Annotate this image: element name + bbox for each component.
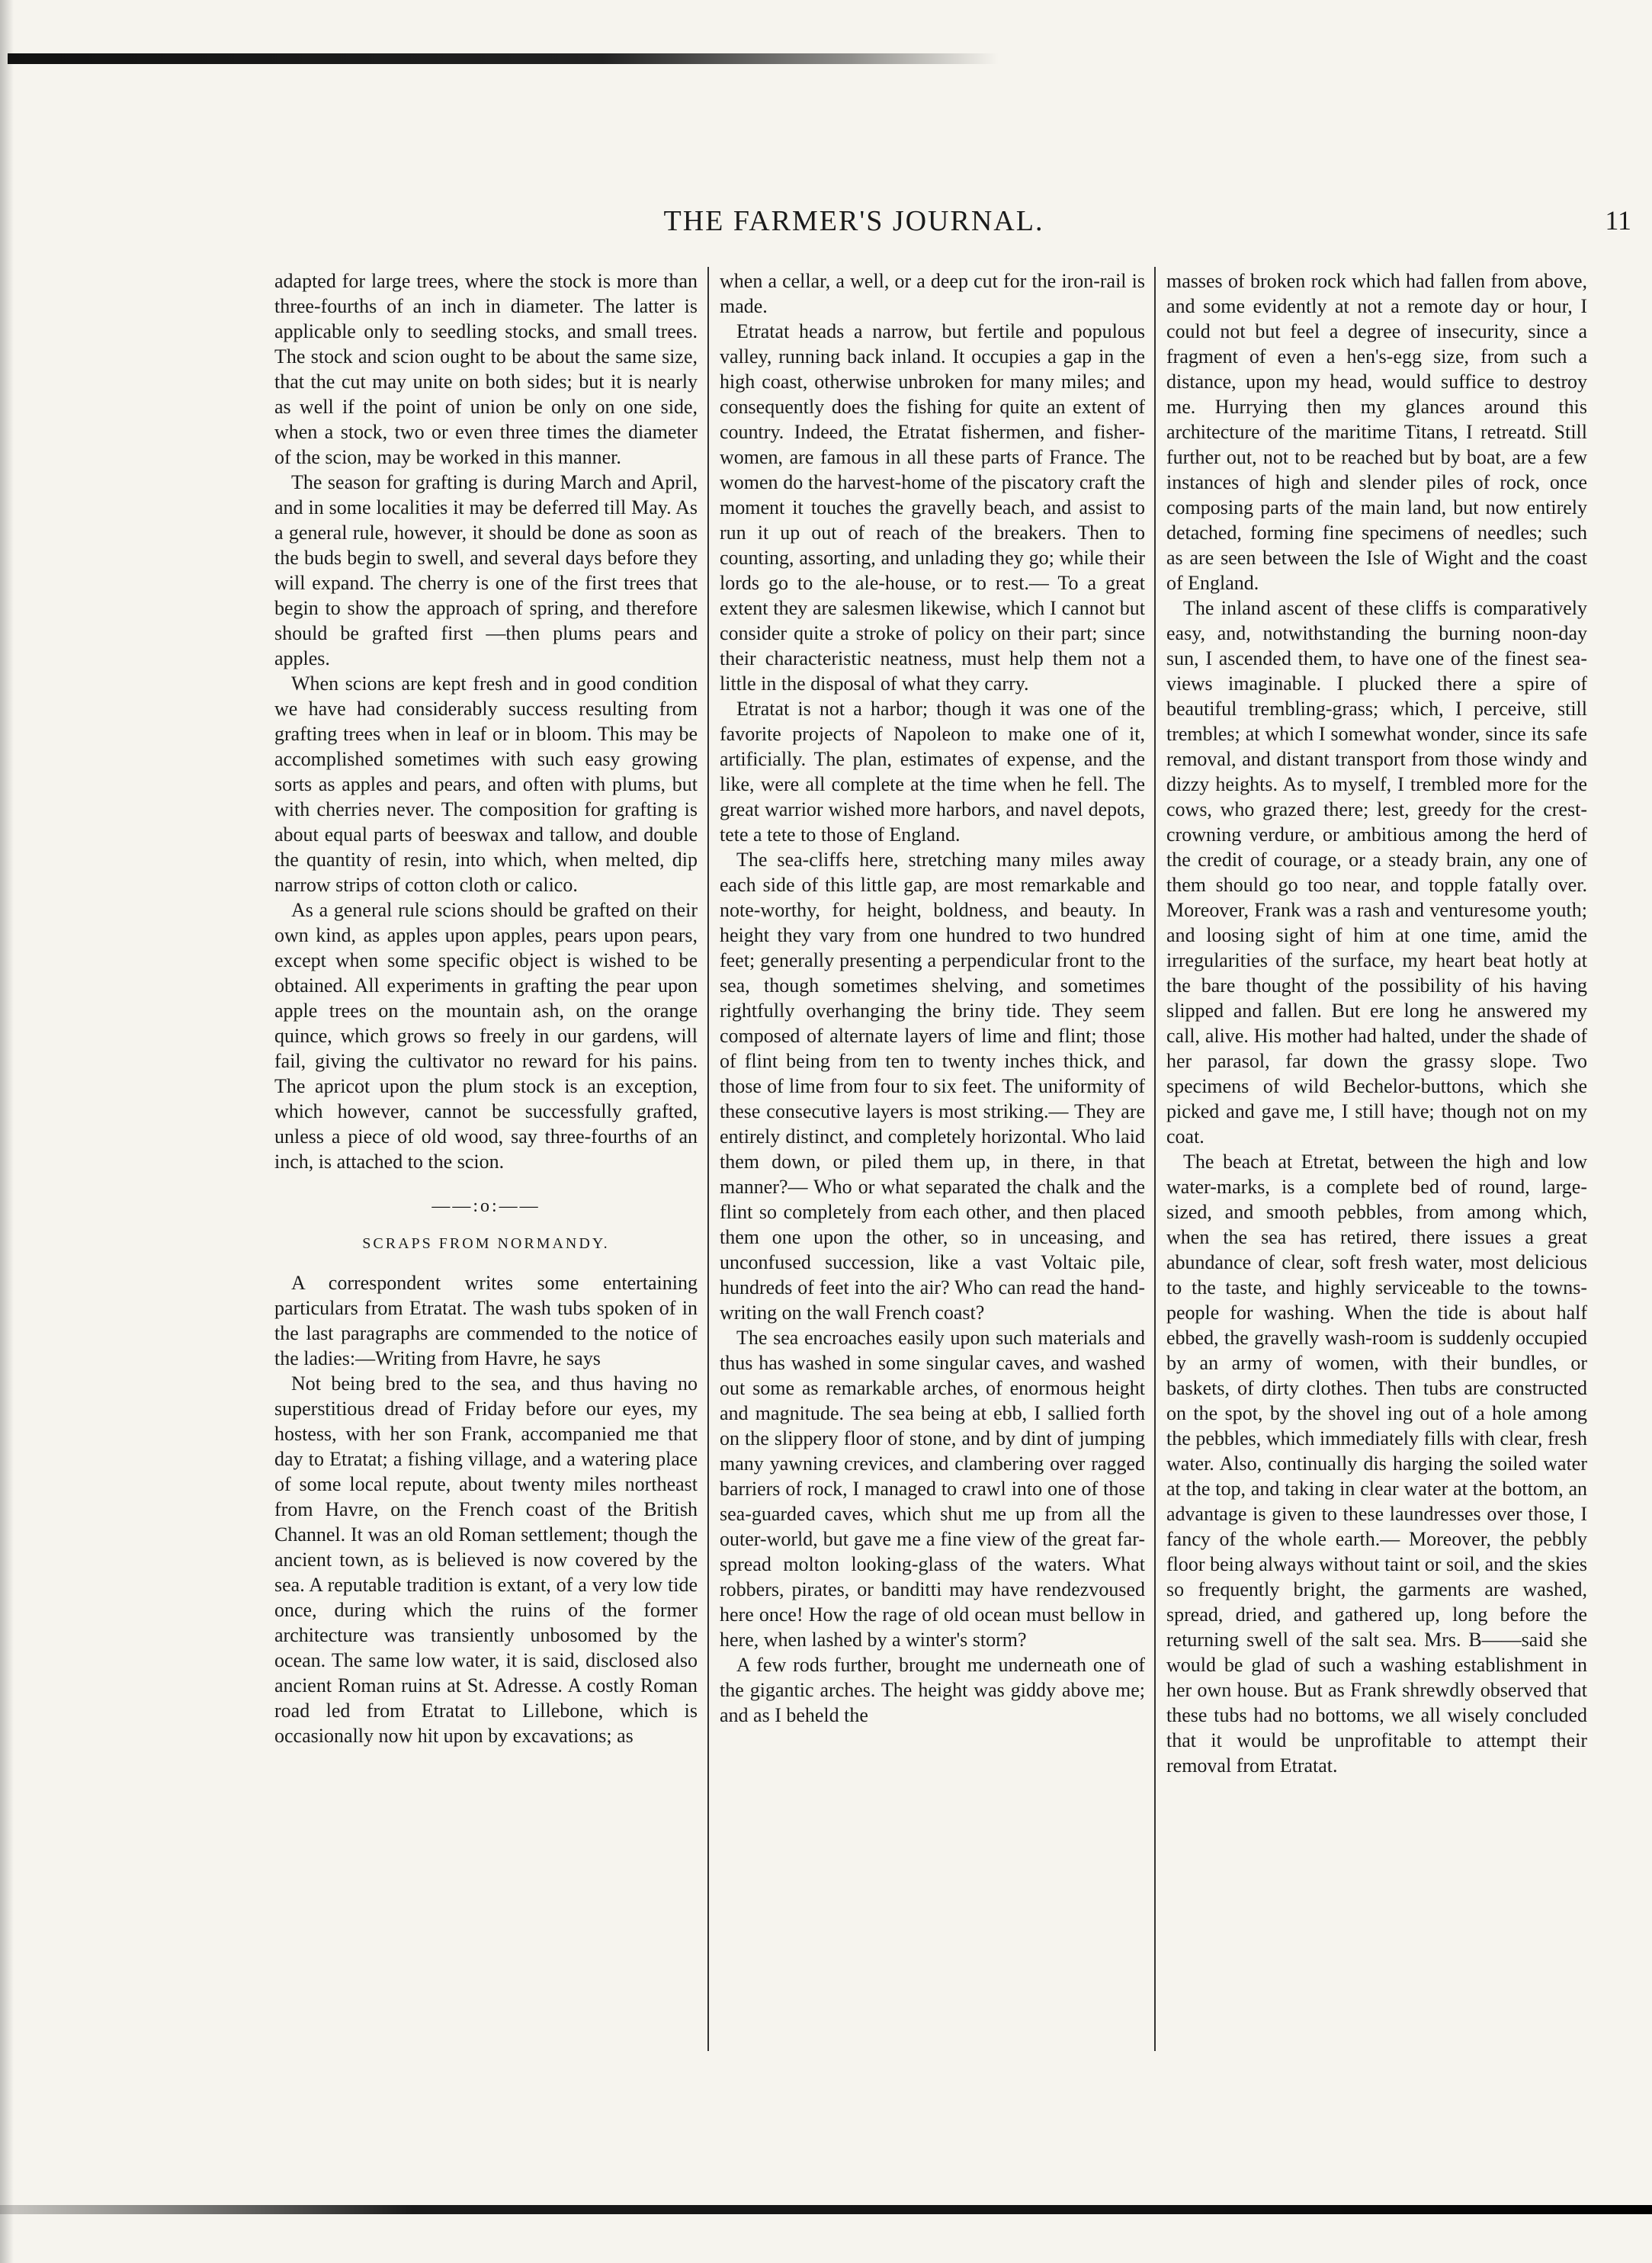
paragraph: A correspondent writes some entertaining particulars from Etratat. The wash tubs spoken of in the last paragraphs are commended to the notice of the ladies:—Writing from Havre, he says xyxy=(274,1272,698,1369)
paragraph: Etratat is not a harbor; though it was one of the favorite projects of Napoleon to make one of it, artificially. The plan, estimates of expense, and the like, were all complete at the time when he fell. The great warrior wished more harbors, and navel depots, tete a tete to those of England. xyxy=(720,698,1145,846)
column-1 xyxy=(274,268,698,2068)
paragraph: As a general rule scions should be grafted on their own kind, as apples upon apples, pears upon pears, except when some specific object is wished to be obtained. All experiments in grafting the pear upon apple trees on the mountain ash, on the orange quince, which grows so freely in our gardens, will fail, giving the cultivator no reward for his pains. The apricot upon the plum stock is an exception, which however, cannot be successfully grafted, unless a piece of old wood, say three-fourths of an inch, is attached to the scion. xyxy=(274,899,698,1173)
paragraph: When scions are kept fresh and in good condition we have had considerably success resulting from grafting trees when in leaf or in bloom. This may be accomplished sometimes with such easy growing sorts as apples and pears, and often with plums, but with cherries never. The composition for grafting is about equal parts of beeswax and tallow, and double the quantity of resin, into which, when melted, dip narrow strips of cotton cloth or calico. xyxy=(274,672,698,896)
paragraph: A few rods further, brought me underneath one of the gigantic arches. The height was giddy above me; and as I beheld the xyxy=(720,1654,1145,1726)
paragraph: The sea encroaches easily upon such materials and thus has washed in some singular caves, and washed out some as remarkable arches, of enormous height and magnitude. The sea being at ebb, I sallied forth on the slippery floor of stone, and by dint of jumping many yawning crevices, and clambering over ragged barriers of rock, I managed to crawl into one of those sea-guarded caves, which shut me up from all the outer-world, but gave me a fine view of the great far-spread molton looking-glass of the waters. What robbers, pirates, or banditti may have rendezvoused here once! How the rage of old ocean must bellow in here, when lashed by a winter's storm? xyxy=(720,1327,1145,1651)
paragraph: The beach at Etretat, between the high and low water-marks, is a complete bed of round, large-sized, and smooth pebbles, from among which, when the sea has retired, there issues a great abundance of clear, soft fresh water, most delicious to the taste, and highly serviceable to the towns-people for washing. When the tide is about half ebbed, the gravelly wash-room is suddenly occupied by an army of women, with their bundles, or baskets, of dirty clothes. Then tubs are constructed on the spot, by the shovel ing out of a hole among the pebbles, which immediately fills with clear, fresh water. Also, continually dis harging the soiled water at the top, and taking in clear water at the bottom, an advantage is given to these laundresses over those, I fancy of the whole earth.— Moreover, the pebbly floor being always without taint or soil, and the skies so frequently bright, the garments are washed, spread, dried, and gathered up, long before the returning swell of the salt sea. Mrs. B——said she would be glad of such a washing establishment in her own house. But as Frank shrewdly observed that these tubs had no bottoms, we all wisely concluded that it would be unprofitable to attempt their removal from Etratat. xyxy=(1166,1151,1587,1777)
top-rule xyxy=(8,53,999,64)
column-divider xyxy=(1154,267,1156,2051)
paragraph: Not being bred to the sea, and thus having no superstitious dread of Friday before our eyes, my hostess, with her son Frank, accompanied me that day to Etratat; a fishing village, and a watering place of some local repute, about twenty miles northeast from Havre, on the French coast of the British Channel. It was an old Roman settlement; though the ancient town, as is believed is now covered by the sea. A reputable tradition is extant, of a very low tide once, during which the ruins of the former architecture was transiently unbosomed by the ocean. The same low water, it is said, disclosed also ancient Roman ruins at St. Adresse. A costly Roman road led from Etratat to Lillebone, which is occasionally now hit upon by excavations; as xyxy=(274,1372,698,1747)
column-2 xyxy=(720,268,1145,2068)
column-divider xyxy=(707,267,709,2051)
section-ornament: ——:o:—— xyxy=(431,1196,541,1216)
journal-title: THE FARMER'S JOURNAL. xyxy=(663,205,1044,237)
paragraph: Etratat heads a narrow, but fertile and populous valley, running back inland. It occupies a gap in the high coast, otherwise unbroken for many miles; and consequently does the fishing for quite an extent of country. Indeed, the Etratat fishermen, and fisher-women, are famous in all these parts of France. The women do the harvest-home of the piscatory craft the moment it touches the gravelly beach, and assist to run it up out of reach of the breakers. Then to counting, assorting, and unlading they go; while their lords go to the ale-house, or to rest.— To a great extent they are salesmen likewise, which I cannot but consider quite a stroke of policy on their part; since their characteristic neatness, must help them not a little in the disposal of what they carry. xyxy=(720,320,1145,695)
paragraph: masses of broken rock which had fallen from above, and some evidently at not a remote day or hour, I could not but feel a degree of insecurity, since a fragment of even a hen's-egg size, from such a distance, upon my head, would suffice to destroy me. Hurrying then my glances around this architecture of the maritime Titans, I retreatd. Still further out, not to be reached but by boat, are a few instances of high and slender piles of rock, once composing parts of the main land, but now entirely detached, forming fine specimens of needles; such as are seen between the Isle of Wight and the coast of England. xyxy=(1166,270,1587,594)
column-3 xyxy=(1166,268,1587,2068)
bottom-rule xyxy=(0,2205,1652,2214)
page-edge-shadow xyxy=(0,0,14,2263)
paragraph: The inland ascent of these cliffs is comparatively easy, and, notwithstanding the burning noon-day sun, I ascended them, to have one of the finest sea-views imaginable. I plucked there a spire of beautiful trembling-grass; which, I perceive, still trembles; at which I somewhat wonder, since its safe removal, and distant transport from those windy and dizzy heights. As to myself, I trembled more for the cows, who grazed there; lest, greedy for the crest-crowning verdure, or ambitious among the herd of the credit of courage, or a steady brain, any one of them should go too near, and topple fatally over. Moreover, Frank was a rash and venturesome youth; and loosing sight of him at one time, amid the irregularities of the surface, my heart beat hotly at the bare thought of the possibility of his having slipped and fallen. But ere long he answered my call, alive. His mother had halted, under the shade of her parasol, far down the grassy slope. Two specimens of wild Bechelor-buttons, which she picked and gave me, I still have; though not on my coat. xyxy=(1166,597,1587,1148)
paragraph: The season for grafting is during March and April, and in some localities it may be deferred till May. As a general rule, however, it should be done as soon as the buds begin to swell, and several days before they will expand. The cherry is one of the first trees that begin to show the approach of spring, and therefore should be grafted first —then plums pears and apples. xyxy=(274,471,698,669)
paragraph: adapted for large trees, where the stock is more than three-fourths of an inch in diameter. The latter is applicable only to seedling stocks, and small trees. The stock and scion ought to be about the same size, that the cut may unite on both sides; but it is nearly as well if the point of union be only on one side, when a stock, two or even three times the diameter of the scion, may be worked in this manner. xyxy=(274,270,698,468)
paragraph: The sea-cliffs here, stretching many miles away each side of this little gap, are most remarkable and note-worthy, for height, boldness, and beauty. In height they vary from one hundred to two hundred feet; generally presenting a perpendicular front to the sea, though sometimes shelving, and sometimes rightfully overhanging the briny tide. They seem composed of alternate layers of lime and flint; those of flint being from ten to twenty inches thick, and those of lime from four to six feet. The uniformity of these consecutive layers is most striking.— They are entirely distinct, and completely horizontal. Who laid them down, or piled them up, in there, in that manner?— Who or what separated the chalk and the flint so completely from each other, and then placed them one upon the other, so in unceasing, and unconfused succession, like a vast Voltaic pile, hundreds of feet into the air? Who can read the hand-writing on the wall French coast? xyxy=(720,849,1145,1324)
paragraph: when a cellar, a well, or a deep cut for the iron-rail is made. xyxy=(720,270,1145,317)
article-heading: SCRAPS FROM NORMANDY. xyxy=(362,1235,610,1252)
page-number: 11 xyxy=(1605,205,1631,236)
running-header xyxy=(290,204,1647,250)
